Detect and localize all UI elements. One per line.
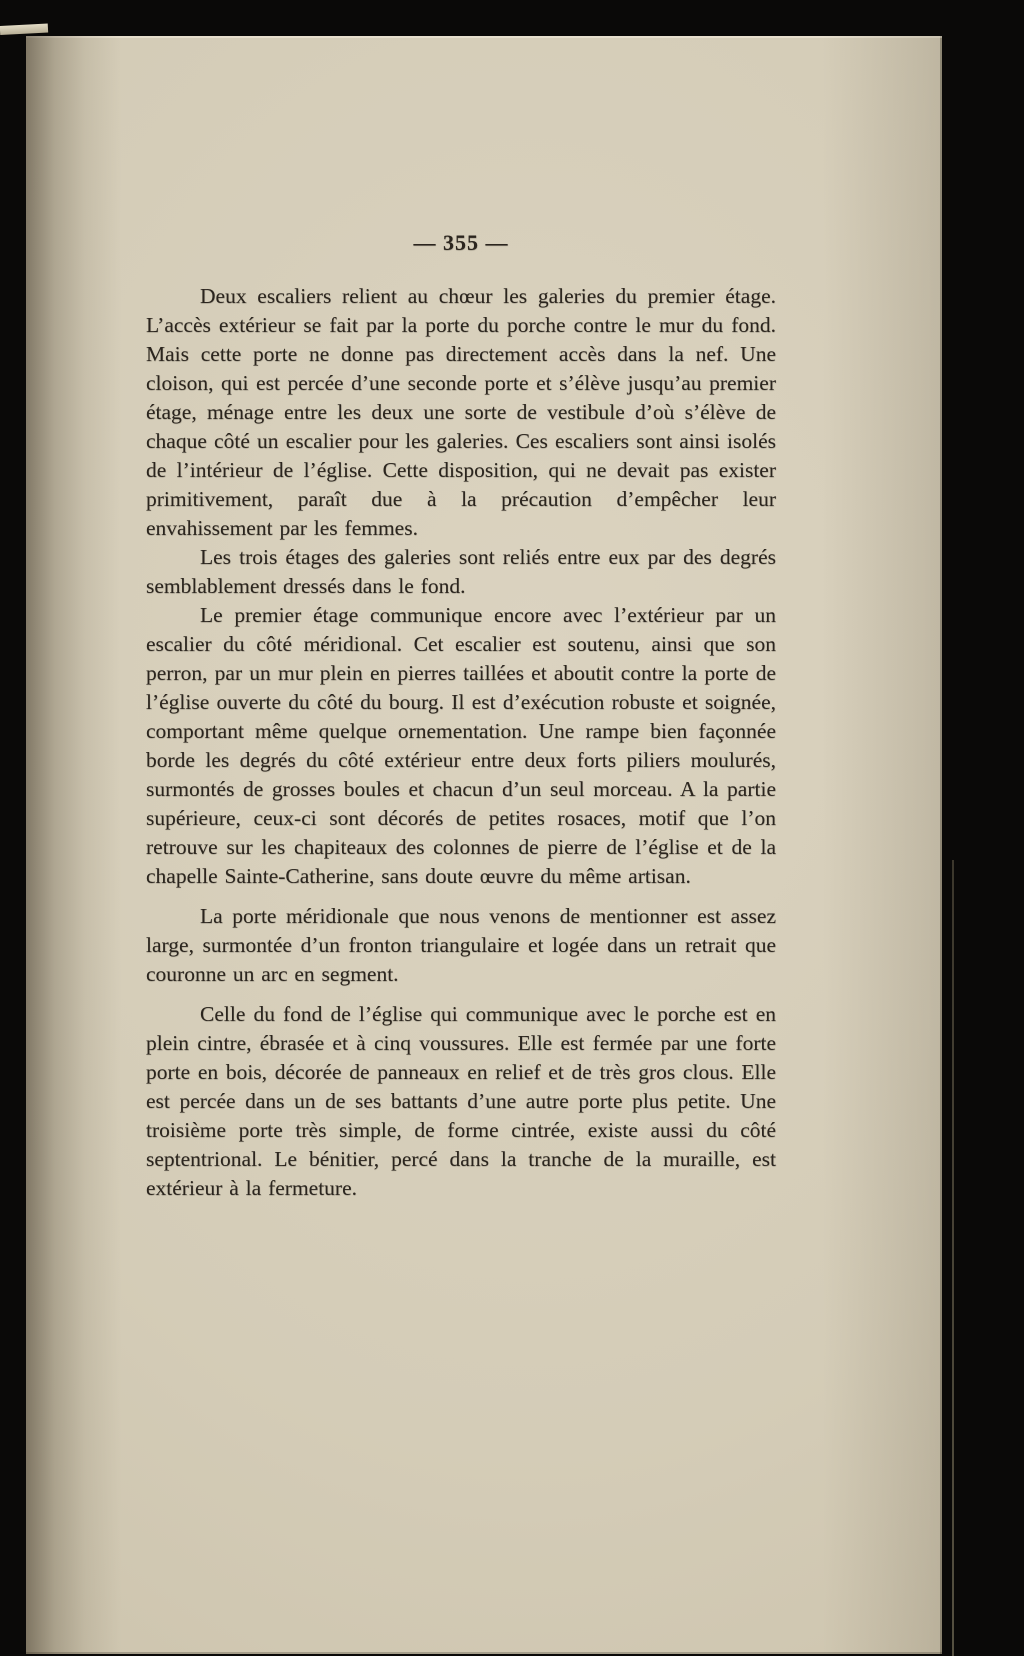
page-number: — 355 — [413,230,509,255]
paragraph: Deux escaliers relient au chœur les galeries du premier étage. L’accès extérieur se fait par la porte du porche contre le mur du fond. Mais cette porte ne donne pas directement accès dans la nef. Une cloison, qui est percée d’une seconde porte et s’élève jusqu’au premier étage, ménage entre les deux une sorte de vestibule d’où s’élève de chaque côté un escalier pour les galeries. Ces escaliers sont ainsi isolés de l’intérieur de l’église. Cette disposition, qui ne devait pas exister primitivement, paraît due à la précaution d’empêcher leur envahissement par les femmes. [146,284,776,540]
binding-shadow [26,36,121,1654]
paragraph: Les trois étages des galeries sont reliés entre eux par des degrés semblablement dressés dans le fond. [146,545,776,598]
paper-right-shade [822,36,942,1654]
adjacent-page-edge [952,860,954,1656]
text-block [146,228,776,1203]
stacked-page-edges [0,23,48,34]
paragraph: Celle du fond de l’église qui communique avec le porche est en plein cintre, ébrasée et à cinq voussures. Elle est fermée par une forte porte en bois, décorée de panneaux en relief et de très gros clous. Elle est percée dans un de ses battants d’une autre porte plus petite. Une troisième porte très simple, de forme cintrée, existe aussi du côté septentrional. Le bénitier, percé dans la tranche de la muraille, est extérieur à la fermeture. [146,1002,776,1200]
book-page [26,36,942,1654]
paragraph: Le premier étage communique encore avec l’extérieur par un escalier du côté méridional. Cet escalier est soutenu, ainsi que son perron, par un mur plein en pierres taillées et aboutit contre la porte de l’église ouverte du côté du bourg. Il est d’exécution robuste et soignée, comportant même quelque ornementation. Une rampe bien façonnée borde les degrés du côté extérieur entre deux forts piliers moulurés, surmontés de grosses boules et chacun d’un seul morceau. A la partie supérieure, ceux-ci sont décorés de petites rosaces, motif que l’on retrouve sur les chapiteaux des colonnes de pierre de l’église et de la chapelle Sainte-Catherine, sans doute œuvre du même artisan. [146,603,776,888]
paragraph: La porte méridionale que nous venons de mentionner est assez large, surmontée d’un fronton triangulaire et logée dans un retrait que couronne un arc en segment. [146,904,776,986]
